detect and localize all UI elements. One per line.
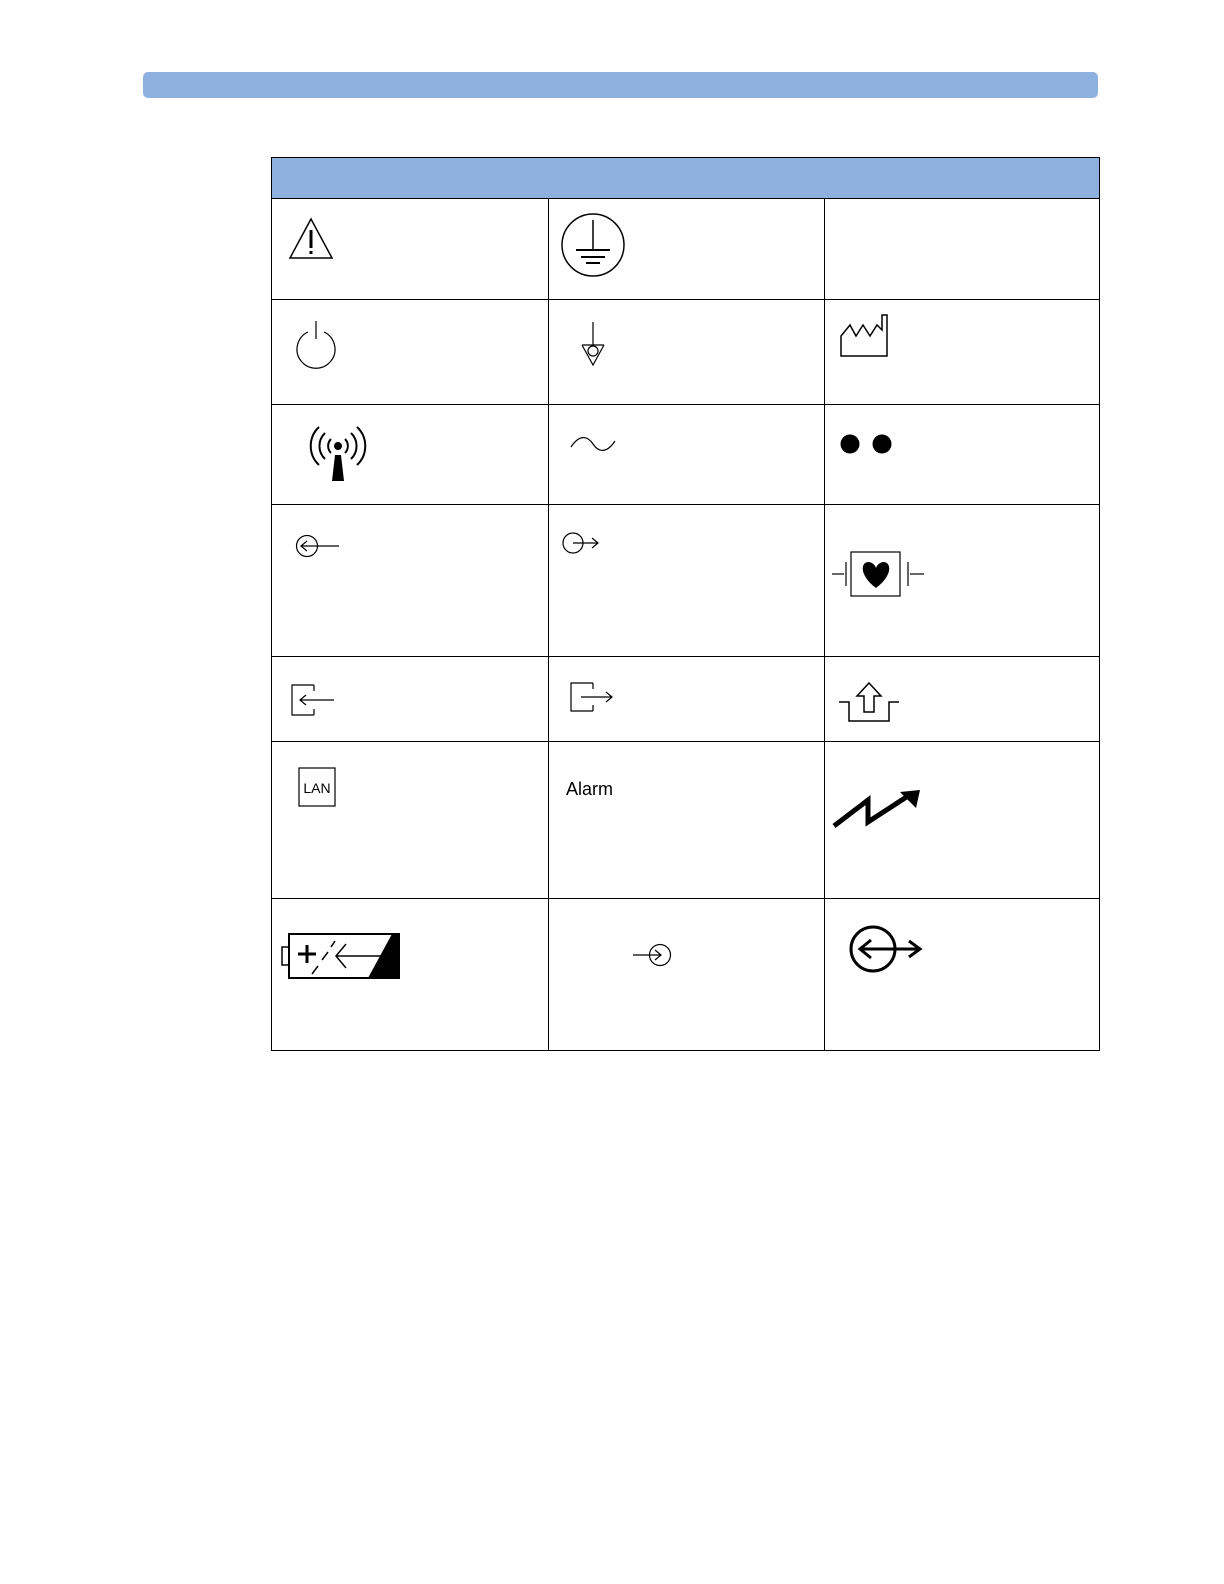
symbol-cell	[549, 899, 824, 1051]
symbol-cell	[549, 200, 824, 299]
symbol-cell	[549, 657, 824, 741]
symbol-cell	[549, 505, 824, 656]
symbol-cell	[825, 505, 1100, 656]
symbol-cell	[825, 300, 1100, 404]
box-output-icon	[569, 681, 615, 713]
symbol-cell	[825, 405, 1100, 504]
output-arrow-icon	[561, 531, 601, 555]
protective-earth-icon	[560, 212, 626, 278]
symbol-cell	[549, 742, 824, 898]
lan-icon-text: LAN	[303, 780, 331, 796]
defib-proof-type-cf-icon	[830, 550, 926, 600]
symbol-cell	[825, 899, 1100, 1051]
alternating-current-icon	[569, 433, 617, 455]
circle-input-icon	[631, 942, 673, 968]
lan-icon	[297, 766, 337, 808]
symbol-cell	[272, 405, 548, 504]
symbol-cell	[825, 657, 1100, 741]
symbol-cell	[272, 899, 548, 1051]
lightning-zigzag-icon	[830, 788, 922, 830]
box-input-icon	[290, 683, 336, 717]
symbol-cell	[272, 742, 548, 898]
symbol-cell	[825, 742, 1100, 898]
standby-power-icon	[294, 319, 338, 371]
battery-charging-icon	[280, 932, 404, 982]
symbols-table	[271, 157, 1100, 1051]
equipotential-icon	[579, 321, 607, 367]
symbol-cell	[825, 200, 1100, 299]
symbol-cell	[549, 405, 824, 504]
bidirectional-io-icon	[849, 923, 925, 975]
symbol-cell	[272, 505, 548, 656]
symbol-cell	[272, 300, 548, 404]
symbol-cell	[549, 300, 824, 404]
non-ionizing-radiation-icon	[303, 423, 373, 483]
input-arrow-icon	[295, 533, 341, 559]
manufacturer-factory-icon	[838, 312, 890, 358]
top-header-bar	[143, 72, 1098, 98]
symbol-cell	[272, 200, 548, 299]
table-header	[272, 158, 1099, 199]
dual-dot-icon	[839, 433, 895, 455]
symbol-cell	[272, 657, 548, 741]
upload-arrow-icon	[837, 680, 901, 724]
alarm-label: Alarm	[566, 779, 614, 799]
warning-triangle-icon	[288, 217, 334, 261]
